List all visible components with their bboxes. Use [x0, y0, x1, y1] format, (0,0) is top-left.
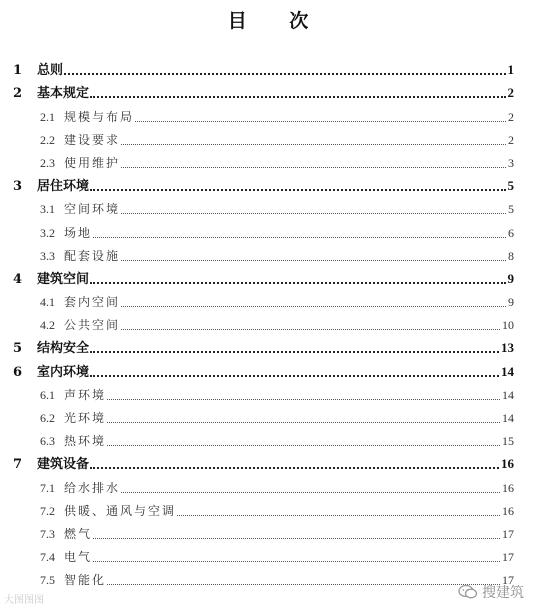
toc-dot-leader — [93, 561, 500, 562]
toc-dot-leader — [121, 329, 500, 330]
toc-entry-number: 3 — [13, 179, 23, 195]
toc-entry-title: 总则 — [37, 63, 64, 79]
toc-dot-leader — [90, 96, 506, 98]
toc-dot-leader — [107, 399, 500, 400]
toc-section-row[interactable] — [0, 568, 536, 591]
toc-section-row[interactable] — [0, 151, 536, 174]
toc-page-number: 14 — [502, 411, 514, 425]
toc-entry-title: 建筑空间 — [37, 271, 90, 287]
toc-entry-number: 4.1 — [40, 295, 55, 310]
toc-chapter-row[interactable] — [0, 174, 536, 197]
toc-dot-leader — [93, 237, 506, 238]
toc-entry-title: 居住环境 — [37, 179, 90, 195]
toc-entry-number: 3.1 — [40, 202, 55, 217]
toc-section-row[interactable] — [0, 429, 536, 452]
toc-dot-leader — [90, 189, 506, 191]
toc-page-number: 16 — [501, 456, 514, 472]
toc-dot-leader — [64, 73, 506, 75]
toc-page-number: 17 — [502, 550, 514, 565]
toc-page-number: 16 — [502, 480, 514, 495]
toc-section-row[interactable] — [0, 313, 536, 336]
toc-page-number: 14 — [501, 363, 514, 379]
toc-dot-leader — [121, 492, 500, 493]
toc-chapter-row[interactable] — [0, 359, 536, 382]
toc-dot-leader — [90, 467, 499, 469]
toc-entry-title: 配套设施 — [64, 248, 121, 263]
toc-entry-number: 2.3 — [40, 155, 55, 170]
toc-entry-title: 给水排水 — [64, 480, 121, 495]
toc-entry-number: 7.3 — [40, 526, 55, 541]
toc-page-number: 9 — [507, 270, 514, 286]
toc-entry-title: 电气 — [64, 550, 93, 565]
toc-section-row[interactable] — [0, 406, 536, 429]
toc-entry-title: 场地 — [64, 225, 93, 240]
toc-entry-title: 建筑设备 — [37, 457, 90, 473]
toc-section-row[interactable] — [0, 128, 536, 151]
toc-dot-leader — [93, 538, 500, 539]
toc-page-number: 14 — [502, 387, 514, 402]
toc-dot-leader — [121, 306, 506, 307]
toc-page-number: 5 — [508, 202, 514, 217]
toc-dot-leader — [107, 445, 500, 446]
toc-section-row[interactable] — [0, 244, 536, 267]
toc-entry-number: 5 — [13, 341, 23, 357]
toc-entry-title: 声环境 — [64, 387, 107, 402]
toc-entry-number: 2 — [13, 86, 23, 102]
toc-entry-number: 3.3 — [40, 248, 55, 263]
toc-entry-title: 空间环境 — [64, 202, 121, 217]
watermark-right — [458, 582, 524, 602]
toc-entry-number: 7.2 — [40, 503, 55, 518]
toc-entry-number: 6.1 — [40, 387, 55, 402]
toc-page-number: 2 — [507, 85, 514, 101]
toc-page-number: 10 — [502, 318, 514, 333]
toc-entry-number: 7.5 — [40, 573, 55, 588]
toc-entry-title: 结构安全 — [37, 341, 90, 357]
toc-entry-number: 1 — [13, 63, 23, 79]
toc-page-number: 16 — [502, 503, 514, 518]
toc-dot-leader — [135, 121, 506, 122]
toc-entry-number: 7 — [13, 457, 23, 473]
toc-page-number: 6 — [508, 225, 514, 240]
toc-entry-number: 6.2 — [40, 411, 55, 425]
toc-dot-leader — [107, 584, 500, 585]
toc-chapter-row[interactable] — [0, 267, 536, 290]
toc-entry-number: 6 — [13, 364, 23, 380]
table-of-contents — [0, 58, 536, 591]
toc-section-row[interactable] — [0, 522, 536, 545]
toc-entry-number: 2.2 — [40, 132, 55, 147]
toc-page-number: 8 — [508, 248, 514, 263]
toc-section-row[interactable] — [0, 104, 536, 127]
toc-entry-title: 智能化 — [64, 573, 107, 588]
toc-dot-leader — [121, 144, 506, 145]
watermark-left — [4, 591, 44, 606]
toc-entry-number: 3.2 — [40, 225, 55, 240]
toc-dot-leader — [107, 422, 500, 423]
toc-entry-number: 4.2 — [40, 318, 55, 333]
toc-page-number: 17 — [502, 573, 514, 588]
toc-dot-leader — [121, 167, 506, 168]
toc-chapter-row[interactable] — [0, 452, 536, 475]
toc-section-row[interactable] — [0, 290, 536, 313]
toc-page-number: 2 — [508, 109, 514, 124]
toc-page-number: 1 — [507, 62, 514, 78]
toc-section-row[interactable] — [0, 545, 536, 568]
toc-entry-title: 燃气 — [64, 526, 93, 541]
toc-page-number: 9 — [508, 295, 514, 310]
toc-dot-leader — [121, 213, 506, 214]
toc-entry-number: 4 — [13, 271, 23, 287]
watermark-right-text: 搜建筑 — [482, 585, 524, 601]
toc-section-row[interactable] — [0, 475, 536, 498]
toc-page-number: 17 — [502, 526, 514, 541]
toc-page-number: 13 — [501, 340, 514, 356]
wechat-icon — [458, 585, 478, 599]
toc-chapter-row[interactable] — [0, 81, 536, 104]
toc-page-number: 15 — [502, 434, 514, 449]
toc-section-row[interactable] — [0, 220, 536, 243]
toc-page-number: 2 — [508, 132, 514, 147]
toc-dot-leader — [90, 282, 506, 284]
toc-entry-number: 6.3 — [40, 434, 55, 449]
toc-section-row[interactable] — [0, 383, 536, 406]
toc-entry-title: 规模与布局 — [64, 109, 135, 124]
toc-entry-title: 建设要求 — [64, 132, 121, 147]
toc-entry-title: 光环境 — [64, 411, 107, 425]
toc-entry-number: 7.4 — [40, 550, 55, 565]
toc-entry-number: 7.1 — [40, 480, 55, 495]
toc-chapter-row[interactable] — [0, 336, 536, 359]
toc-entry-title: 供暖、通风与空调 — [64, 503, 177, 518]
toc-entry-title: 使用维护 — [64, 155, 121, 170]
toc-dot-leader — [177, 515, 500, 516]
toc-entry-number: 2.1 — [40, 109, 55, 124]
toc-entry-title: 室内环境 — [37, 364, 90, 380]
toc-entry-title: 公共空间 — [64, 318, 121, 333]
toc-entry-title: 套内空间 — [64, 295, 121, 310]
toc-section-row[interactable] — [0, 499, 536, 522]
toc-entry-title: 热环境 — [64, 434, 107, 449]
page-title: 目 次 — [227, 10, 327, 32]
toc-page-number: 5 — [507, 178, 514, 194]
toc-dot-leader — [121, 260, 506, 261]
toc-chapter-row[interactable] — [0, 58, 536, 81]
watermark-left-text: 大图图图 — [4, 595, 44, 606]
toc-entry-title: 基本规定 — [37, 86, 90, 102]
toc-section-row[interactable] — [0, 197, 536, 220]
toc-dot-leader — [90, 351, 499, 353]
toc-dot-leader — [90, 375, 499, 377]
toc-page-number: 3 — [508, 155, 514, 170]
